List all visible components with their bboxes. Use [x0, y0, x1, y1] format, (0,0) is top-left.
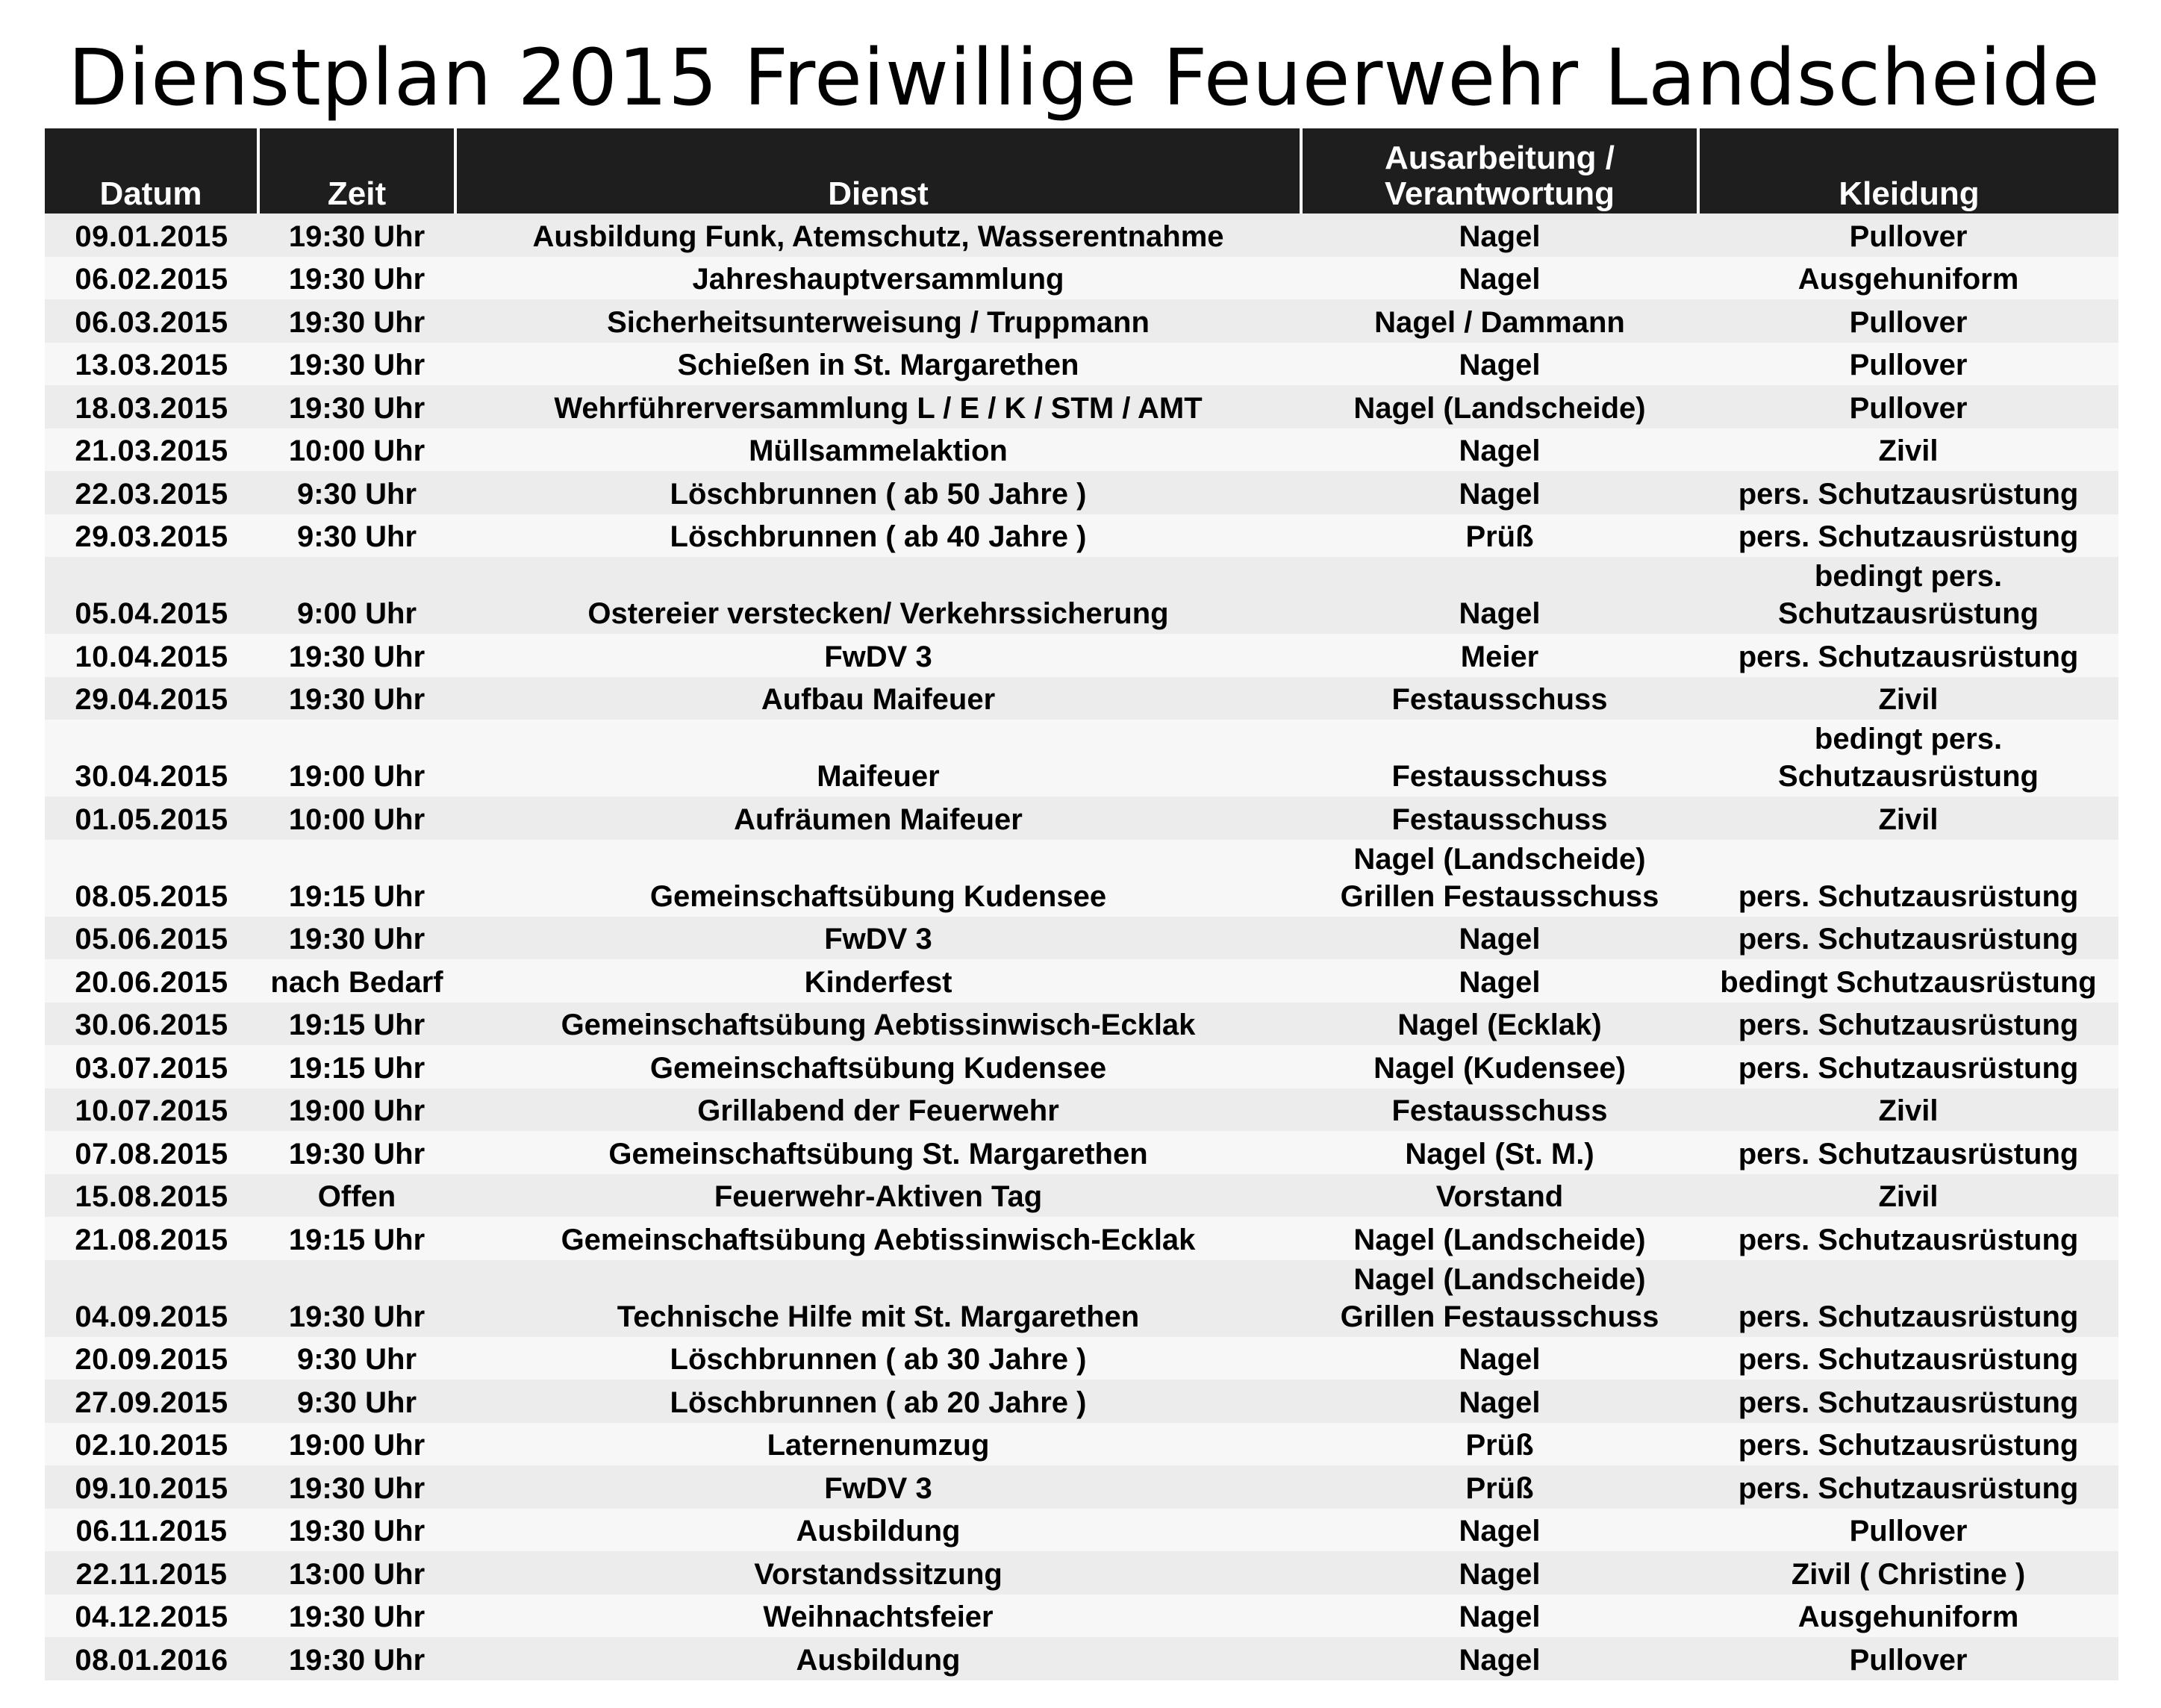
table-row	[45, 959, 2118, 1003]
cell-kleidung	[1698, 1174, 2118, 1218]
cell-kleidung-line: Pullover	[1849, 1643, 1968, 1677]
cell-verantwortung	[1301, 720, 1698, 797]
table-header	[45, 128, 2118, 214]
cell-kleidung-line: Schutzausrüstung	[1778, 597, 2039, 630]
cell-dienst: FwDV 3	[455, 917, 1301, 960]
cell-verantwortung-line: Nagel	[1459, 1343, 1541, 1376]
cell-datum: 08.05.2015	[45, 840, 258, 917]
cell-verantwortung	[1301, 428, 1698, 472]
cell-kleidung-line: Pullover	[1849, 1515, 1968, 1548]
cell-kleidung-line: Ausgehuniform	[1797, 1601, 2019, 1633]
cell-zeit: 19:15 Uhr	[258, 840, 455, 917]
cell-verantwortung-line: Festausschuss	[1391, 683, 1608, 716]
column-header-zeit: Zeit	[258, 128, 455, 214]
cell-datum: 15.08.2015	[45, 1174, 258, 1218]
cell-zeit: 19:15 Uhr	[258, 1217, 455, 1260]
cell-verantwortung-line: Nagel	[1459, 597, 1541, 630]
cell-dienst: Feuerwehr-Aktiven Tag	[455, 1174, 1301, 1218]
cell-datum: 18.03.2015	[45, 385, 258, 428]
cell-zeit: 9:30 Uhr	[258, 514, 455, 558]
table-row	[45, 1465, 2118, 1509]
cell-verantwortung	[1301, 214, 1698, 257]
cell-zeit: 19:30 Uhr	[258, 1637, 455, 1680]
cell-verantwortung	[1301, 677, 1698, 720]
cell-kleidung-line: Zivil	[1878, 434, 1939, 467]
cell-verantwortung-line: Nagel (Kudensee)	[1373, 1051, 1626, 1085]
table-row	[45, 1131, 2118, 1174]
cell-kleidung-line: Zivil	[1878, 1180, 1939, 1213]
cell-kleidung-line: Pullover	[1849, 219, 1968, 253]
cell-verantwortung	[1301, 1509, 1698, 1552]
table-row	[45, 1217, 2118, 1260]
page-title: Dienstplan 2015 Freiwillige Feuerwehr Landscheide	[68, 32, 2101, 123]
table-row	[45, 840, 2118, 917]
cell-verantwortung-line: Nagel	[1459, 923, 1541, 956]
cell-kleidung-line: pers. Schutzausrüstung	[1738, 477, 2079, 511]
cell-kleidung	[1698, 1337, 2118, 1380]
cell-zeit: Offen	[258, 1174, 455, 1218]
table-row	[45, 428, 2118, 472]
cell-zeit: 19:15 Uhr	[258, 1003, 455, 1046]
cell-zeit: 10:00 Uhr	[258, 797, 455, 840]
cell-verantwortung	[1301, 514, 1698, 558]
table-row	[45, 514, 2118, 558]
cell-zeit: 9:30 Uhr	[258, 1337, 455, 1380]
cell-datum: 06.03.2015	[45, 299, 258, 343]
cell-verantwortung-line: Festausschuss	[1391, 802, 1608, 836]
cell-kleidung	[1698, 1131, 2118, 1174]
cell-zeit: 19:30 Uhr	[258, 343, 455, 386]
cell-verantwortung	[1301, 634, 1698, 677]
cell-verantwortung-line: Nagel	[1459, 1643, 1541, 1677]
cell-kleidung	[1698, 1088, 2118, 1132]
cell-kleidung-line: bedingt pers.	[1814, 560, 2003, 593]
cell-verantwortung-line: Nagel	[1459, 477, 1541, 511]
cell-dienst: Ausbildung	[455, 1509, 1301, 1552]
cell-dienst: FwDV 3	[455, 1465, 1301, 1509]
cell-datum: 09.10.2015	[45, 1465, 258, 1509]
cell-datum: 30.06.2015	[45, 1003, 258, 1046]
column-header-datum: Datum	[45, 128, 258, 214]
cell-kleidung-line: pers. Schutzausrüstung	[1738, 640, 2079, 673]
cell-verantwortung-line: Grillen Festausschuss	[1340, 879, 1659, 913]
cell-verantwortung-line: Vorstand	[1435, 1180, 1564, 1213]
cell-kleidung-line: pers. Schutzausrüstung	[1738, 1137, 2079, 1171]
cell-verantwortung	[1301, 959, 1698, 1003]
cell-datum: 01.05.2015	[45, 797, 258, 840]
cell-kleidung-line: Zivil ( Christine )	[1791, 1557, 2026, 1591]
cell-verantwortung	[1301, 257, 1698, 300]
table-row	[45, 1380, 2118, 1423]
cell-kleidung	[1698, 257, 2118, 300]
table-row	[45, 1423, 2118, 1466]
cell-datum: 21.08.2015	[45, 1217, 258, 1260]
cell-kleidung-line: pers. Schutzausrüstung	[1738, 1386, 2079, 1419]
cell-dienst: Müllsammelaktion	[455, 428, 1301, 472]
cell-dienst: Ausbildung Funk, Atemschutz, Wasserentnahme	[455, 214, 1301, 257]
cell-datum: 22.03.2015	[45, 471, 258, 514]
cell-datum: 04.09.2015	[45, 1260, 258, 1337]
cell-datum: 20.09.2015	[45, 1337, 258, 1380]
cell-zeit: 19:00 Uhr	[258, 1423, 455, 1466]
cell-verantwortung-line: Nagel	[1459, 219, 1541, 253]
cell-datum: 03.07.2015	[45, 1045, 258, 1088]
cell-verantwortung-line: Prüß	[1465, 1471, 1534, 1505]
table-row	[45, 1045, 2118, 1088]
cell-zeit: 19:30 Uhr	[258, 257, 455, 300]
cell-zeit: 9:30 Uhr	[258, 1380, 455, 1423]
cell-datum: 09.01.2015	[45, 214, 258, 257]
cell-kleidung-line: bedingt Schutzausrüstung	[1720, 965, 2097, 999]
cell-datum: 30.04.2015	[45, 720, 258, 797]
column-header-dienst: Dienst	[455, 128, 1301, 214]
cell-dienst: Löschbrunnen ( ab 50 Jahre )	[455, 471, 1301, 514]
cell-verantwortung-line: Nagel	[1459, 965, 1541, 999]
cell-dienst: Maifeuer	[455, 720, 1301, 797]
cell-zeit: 19:30 Uhr	[258, 385, 455, 428]
table-row	[45, 214, 2118, 257]
cell-verantwortung	[1301, 1595, 1698, 1638]
cell-zeit: 10:00 Uhr	[258, 428, 455, 472]
cell-verantwortung	[1301, 1337, 1698, 1380]
cell-zeit: nach Bedarf	[258, 959, 455, 1003]
cell-verantwortung-line: Prüß	[1465, 520, 1534, 553]
table-row	[45, 1003, 2118, 1046]
table-row	[45, 299, 2118, 343]
table-row	[45, 634, 2118, 677]
cell-datum: 22.11.2015	[45, 1551, 258, 1595]
cell-datum: 20.06.2015	[45, 959, 258, 1003]
cell-kleidung	[1698, 840, 2118, 917]
cell-kleidung-line: Pullover	[1849, 349, 1968, 381]
cell-datum: 07.08.2015	[45, 1131, 258, 1174]
cell-verantwortung-line: Nagel	[1459, 1601, 1541, 1633]
cell-dienst: Ostereier verstecken/ Verkehrssicherung	[455, 557, 1301, 634]
cell-verantwortung	[1301, 1088, 1698, 1132]
cell-kleidung-line: pers. Schutzausrüstung	[1738, 1429, 2079, 1462]
cell-kleidung	[1698, 677, 2118, 720]
cell-kleidung	[1698, 917, 2118, 960]
cell-kleidung	[1698, 428, 2118, 472]
cell-dienst: Weihnachtsfeier	[455, 1595, 1301, 1638]
cell-kleidung	[1698, 1465, 2118, 1509]
cell-kleidung-line: Pullover	[1849, 391, 1968, 425]
cell-verantwortung-line: Grillen Festausschuss	[1340, 1300, 1659, 1333]
cell-verantwortung	[1301, 385, 1698, 428]
cell-kleidung-line: Ausgehuniform	[1797, 263, 2019, 296]
cell-datum: 29.04.2015	[45, 677, 258, 720]
cell-kleidung	[1698, 1637, 2118, 1680]
cell-dienst: Gemeinschaftsübung Aebtissinwisch-Ecklak	[455, 1003, 1301, 1046]
table-row	[45, 471, 2118, 514]
cell-zeit: 19:30 Uhr	[258, 634, 455, 677]
cell-kleidung-line: pers. Schutzausrüstung	[1738, 1300, 2079, 1333]
cell-kleidung	[1698, 514, 2118, 558]
cell-datum: 06.02.2015	[45, 257, 258, 300]
table-row	[45, 797, 2118, 840]
table-row	[45, 1260, 2118, 1337]
cell-datum: 06.11.2015	[45, 1509, 258, 1552]
cell-verantwortung-line: Nagel (St. M.)	[1405, 1137, 1594, 1171]
table-row	[45, 1551, 2118, 1595]
cell-kleidung	[1698, 471, 2118, 514]
cell-verantwortung-line: Nagel (Landscheide)	[1353, 842, 1646, 876]
cell-zeit: 19:15 Uhr	[258, 1045, 455, 1088]
cell-verantwortung	[1301, 1380, 1698, 1423]
cell-verantwortung-line: Nagel / Dammann	[1374, 305, 1625, 339]
cell-verantwortung	[1301, 1637, 1698, 1680]
cell-verantwortung-line: Prüß	[1465, 1429, 1534, 1462]
cell-kleidung-line: Schutzausrüstung	[1778, 760, 2039, 793]
cell-datum: 02.10.2015	[45, 1423, 258, 1466]
cell-dienst: Schießen in St. Margarethen	[455, 343, 1301, 386]
cell-zeit: 19:00 Uhr	[258, 720, 455, 797]
table-row	[45, 677, 2118, 720]
cell-kleidung	[1698, 634, 2118, 677]
cell-verantwortung-line: Nagel (Ecklak)	[1397, 1009, 1602, 1041]
column-header-kleidung: Kleidung	[1698, 128, 2118, 214]
cell-zeit: 19:30 Uhr	[258, 1131, 455, 1174]
cell-datum: 08.01.2016	[45, 1637, 258, 1680]
cell-datum: 04.12.2015	[45, 1595, 258, 1638]
cell-verantwortung-line: Nagel (Landscheide)	[1353, 1223, 1646, 1256]
cell-verantwortung-line: Nagel	[1459, 434, 1541, 467]
cell-verantwortung	[1301, 1423, 1698, 1466]
cell-verantwortung-line: Festausschuss	[1391, 1094, 1608, 1127]
cell-datum: 21.03.2015	[45, 428, 258, 472]
cell-kleidung	[1698, 1423, 2118, 1466]
table-row	[45, 1088, 2118, 1132]
cell-dienst: Gemeinschaftsübung St. Margarethen	[455, 1131, 1301, 1174]
cell-dienst: Jahreshauptversammlung	[455, 257, 1301, 300]
cell-kleidung-line: pers. Schutzausrüstung	[1738, 1009, 2079, 1041]
cell-datum: 10.04.2015	[45, 634, 258, 677]
table-row	[45, 1637, 2118, 1680]
cell-zeit: 19:30 Uhr	[258, 214, 455, 257]
cell-verantwortung-line: Nagel	[1459, 1557, 1541, 1591]
cell-verantwortung-line: Nagel	[1459, 263, 1541, 296]
cell-zeit: 19:00 Uhr	[258, 1088, 455, 1132]
cell-verantwortung	[1301, 1003, 1698, 1046]
cell-verantwortung-line: Nagel (Landscheide)	[1353, 1262, 1646, 1296]
cell-verantwortung-line: Nagel	[1459, 349, 1541, 381]
cell-zeit: 9:00 Uhr	[258, 557, 455, 634]
cell-dienst: Technische Hilfe mit St. Margarethen	[455, 1260, 1301, 1337]
cell-kleidung	[1698, 1045, 2118, 1088]
cell-dienst: Laternenumzug	[455, 1423, 1301, 1466]
cell-verantwortung	[1301, 797, 1698, 840]
cell-kleidung	[1698, 1380, 2118, 1423]
cell-datum: 13.03.2015	[45, 343, 258, 386]
table-row	[45, 720, 2118, 797]
cell-zeit: 9:30 Uhr	[258, 471, 455, 514]
cell-dienst: Gemeinschaftsübung Kudensee	[455, 1045, 1301, 1088]
cell-dienst: Aufräumen Maifeuer	[455, 797, 1301, 840]
cell-zeit: 19:30 Uhr	[258, 1595, 455, 1638]
cell-dienst: Löschbrunnen ( ab 20 Jahre )	[455, 1380, 1301, 1423]
cell-kleidung-line: Zivil	[1878, 1094, 1939, 1127]
cell-datum: 27.09.2015	[45, 1380, 258, 1423]
cell-kleidung-line: pers. Schutzausrüstung	[1738, 520, 2079, 553]
cell-dienst: Löschbrunnen ( ab 30 Jahre )	[455, 1337, 1301, 1380]
cell-verantwortung	[1301, 917, 1698, 960]
cell-zeit: 13:00 Uhr	[258, 1551, 455, 1595]
cell-dienst: Ausbildung	[455, 1637, 1301, 1680]
cell-kleidung	[1698, 1509, 2118, 1552]
cell-kleidung-line: Zivil	[1878, 802, 1939, 836]
cell-kleidung	[1698, 385, 2118, 428]
cell-kleidung-line: pers. Schutzausrüstung	[1738, 1051, 2079, 1085]
cell-verantwortung	[1301, 471, 1698, 514]
table-row	[45, 557, 2118, 634]
cell-kleidung	[1698, 720, 2118, 797]
column-header-verantwortung-line1: Ausarbeitung /	[1384, 140, 1615, 176]
column-header-verantwortung-line2: Verantwortung	[1384, 175, 1615, 212]
cell-kleidung	[1698, 343, 2118, 386]
cell-dienst: Vorstandssitzung	[455, 1551, 1301, 1595]
cell-dienst: FwDV 3	[455, 634, 1301, 677]
cell-verantwortung	[1301, 1131, 1698, 1174]
header-row	[45, 128, 2118, 214]
cell-zeit: 19:30 Uhr	[258, 677, 455, 720]
cell-dienst: Sicherheitsunterweisung / Truppmann	[455, 299, 1301, 343]
cell-datum: 05.06.2015	[45, 917, 258, 960]
cell-dienst: Kinderfest	[455, 959, 1301, 1003]
cell-dienst: Aufbau Maifeuer	[455, 677, 1301, 720]
table-row	[45, 1595, 2118, 1638]
column-header-verantwortung	[1301, 128, 1698, 214]
table-row	[45, 1174, 2118, 1218]
cell-kleidung	[1698, 1217, 2118, 1260]
cell-verantwortung-line: Nagel	[1459, 1386, 1541, 1419]
cell-verantwortung	[1301, 840, 1698, 917]
table-row	[45, 257, 2118, 300]
cell-kleidung-line: pers. Schutzausrüstung	[1738, 1343, 2079, 1376]
cell-verantwortung	[1301, 1465, 1698, 1509]
cell-dienst: Löschbrunnen ( ab 40 Jahre )	[455, 514, 1301, 558]
cell-verantwortung	[1301, 1174, 1698, 1218]
cell-kleidung	[1698, 797, 2118, 840]
cell-verantwortung-line: Meier	[1460, 640, 1539, 673]
cell-zeit: 19:30 Uhr	[258, 1509, 455, 1552]
cell-kleidung	[1698, 1260, 2118, 1337]
table-row	[45, 343, 2118, 386]
cell-kleidung	[1698, 1551, 2118, 1595]
cell-verantwortung	[1301, 557, 1698, 634]
cell-kleidung-line: bedingt pers.	[1814, 723, 2003, 755]
cell-kleidung	[1698, 1595, 2118, 1638]
cell-kleidung-line: pers. Schutzausrüstung	[1738, 1223, 2079, 1256]
cell-zeit: 19:30 Uhr	[258, 1260, 455, 1337]
cell-datum: 10.07.2015	[45, 1088, 258, 1132]
cell-verantwortung-line: Nagel	[1459, 1515, 1541, 1548]
cell-dienst: Grillabend der Feuerwehr	[455, 1088, 1301, 1132]
cell-verantwortung	[1301, 299, 1698, 343]
cell-kleidung	[1698, 299, 2118, 343]
cell-verantwortung-line: Festausschuss	[1391, 760, 1608, 793]
table-row	[45, 1337, 2118, 1380]
cell-verantwortung	[1301, 343, 1698, 386]
cell-dienst: Gemeinschaftsübung Kudensee	[455, 840, 1301, 917]
cell-kleidung-line: pers. Schutzausrüstung	[1738, 923, 2079, 956]
cell-kleidung	[1698, 959, 2118, 1003]
duty-schedule-table	[45, 128, 2118, 1680]
cell-dienst: Wehrführerversammlung L / E / K / STM / AMT	[455, 385, 1301, 428]
cell-kleidung-line: pers. Schutzausrüstung	[1738, 879, 2079, 913]
table-row	[45, 917, 2118, 960]
cell-datum: 29.03.2015	[45, 514, 258, 558]
cell-verantwortung	[1301, 1260, 1698, 1337]
cell-datum: 05.04.2015	[45, 557, 258, 634]
cell-dienst: Gemeinschaftsübung Aebtissinwisch-Ecklak	[455, 1217, 1301, 1260]
cell-verantwortung	[1301, 1217, 1698, 1260]
cell-verantwortung	[1301, 1551, 1698, 1595]
cell-verantwortung-line: Nagel (Landscheide)	[1353, 391, 1646, 425]
cell-zeit: 19:30 Uhr	[258, 1465, 455, 1509]
cell-kleidung	[1698, 214, 2118, 257]
cell-verantwortung	[1301, 1045, 1698, 1088]
table-body	[45, 214, 2118, 1680]
cell-zeit: 19:30 Uhr	[258, 299, 455, 343]
cell-kleidung-line: pers. Schutzausrüstung	[1738, 1471, 2079, 1505]
cell-zeit: 19:30 Uhr	[258, 917, 455, 960]
table-row	[45, 385, 2118, 428]
cell-kleidung-line: Pullover	[1849, 305, 1968, 339]
cell-kleidung	[1698, 1003, 2118, 1046]
table-row	[45, 1509, 2118, 1552]
cell-kleidung-line: Zivil	[1878, 683, 1939, 716]
cell-kleidung	[1698, 557, 2118, 634]
